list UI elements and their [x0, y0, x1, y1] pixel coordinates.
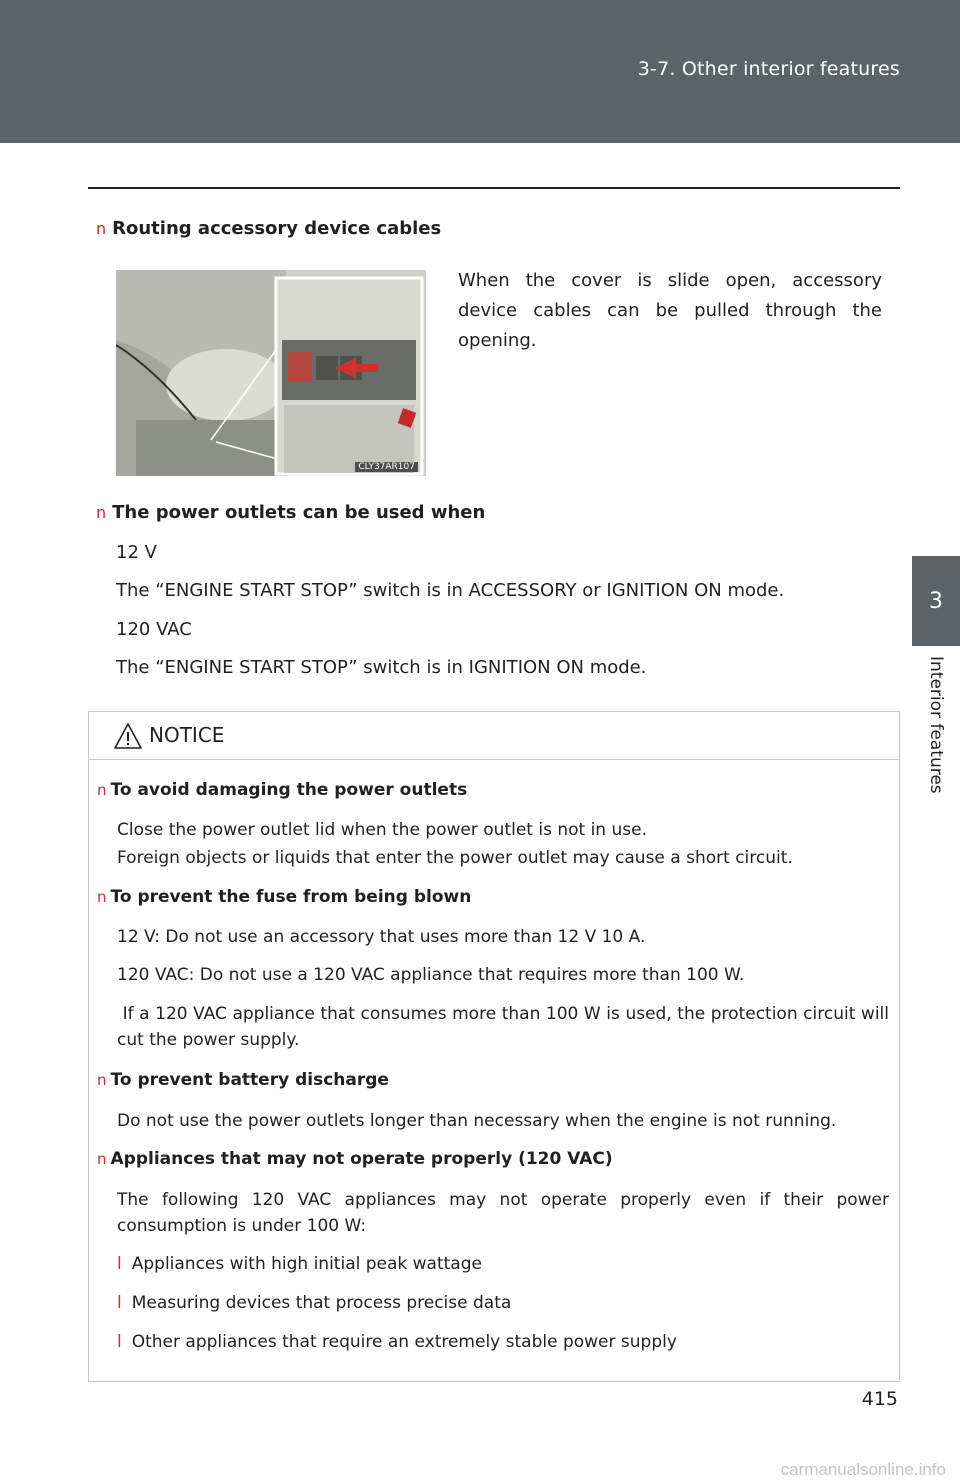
bullet-icon: n	[97, 1150, 107, 1168]
routing-heading: n Routing accessory device cables	[96, 218, 442, 239]
label-120vac: 120 VAC	[116, 619, 192, 640]
notice-text: Foreign objects or liquids that enter the power outlet may cause a short circuit.	[117, 848, 793, 868]
notice-heading-appliances: n Appliances that may not operate properly (120 VAC)	[97, 1149, 613, 1169]
bullet-icon: l	[117, 1293, 122, 1313]
watermark: carmanualsonline.info	[780, 1460, 946, 1479]
bullet-icon: n	[97, 888, 107, 906]
notice-text: Do not use the power outlets longer than necessary when the engine is not running.	[117, 1111, 837, 1131]
section-title: 3-7. Other interior features	[637, 58, 900, 80]
bullet-icon: l	[117, 1332, 122, 1352]
notice-heading-fuse: n To prevent the fuse from being blown	[97, 887, 472, 907]
label-12v: 12 V	[116, 542, 157, 563]
bullet-icon: n	[96, 219, 107, 238]
bullet-icon: n	[96, 503, 107, 522]
chapter-tab-label: Interior features	[926, 656, 946, 794]
list-item: l Appliances with high initial peak wattage	[117, 1254, 482, 1274]
chapter-tab	[912, 646, 960, 846]
text-12v: The “ENGINE START STOP” switch is in ACCESSORY or IGNITION ON mode.	[116, 580, 785, 601]
notice-box	[88, 711, 900, 1382]
top-rule	[88, 187, 900, 189]
text-120vac: The “ENGINE START STOP” switch is in IGNITION ON mode.	[116, 657, 647, 678]
notice-text: 120 VAC: Do not use a 120 VAC appliance that requires more than 100 W.	[117, 965, 745, 985]
console-illustration	[116, 270, 426, 476]
notice-text: If a 120 VAC appliance that consumes more than 100 W is used, the protection circuit will cut the power supply.	[117, 1004, 895, 1050]
notice-text: Close the power outlet lid when the power outlet is not in use.	[117, 820, 647, 840]
bullet-icon: n	[97, 1071, 107, 1089]
console-photo	[116, 270, 426, 476]
header-band	[0, 0, 960, 143]
usage-heading: n The power outlets can be used when	[96, 502, 486, 523]
notice-heading-battery: n To prevent battery discharge	[97, 1070, 389, 1090]
bullet-icon: l	[117, 1254, 122, 1274]
page-number: 415	[861, 1388, 898, 1410]
notice-heading-damage: n To avoid damaging the power outlets	[97, 780, 468, 800]
photo-code: CLY37AR107	[355, 462, 418, 472]
notice-header	[89, 712, 899, 760]
routing-description: When the cover is slide open, accessory device cables can be pulled through the opening.	[458, 270, 882, 351]
notice-text: 12 V: Do not use an accessory that uses more than 12 V 10 A.	[117, 927, 646, 947]
list-item: l Measuring devices that process precise data	[117, 1293, 512, 1313]
chapter-tab-number: 3	[912, 556, 960, 646]
list-item: l Other appliances that require an extremely stable power supply	[117, 1332, 677, 1352]
bullet-icon: n	[97, 781, 107, 799]
notice-title: NOTICE	[149, 723, 225, 747]
notice-text: The following 120 VAC appliances may not operate properly even if their power consumption is under 100 W:	[117, 1190, 889, 1236]
warning-icon	[113, 722, 143, 750]
